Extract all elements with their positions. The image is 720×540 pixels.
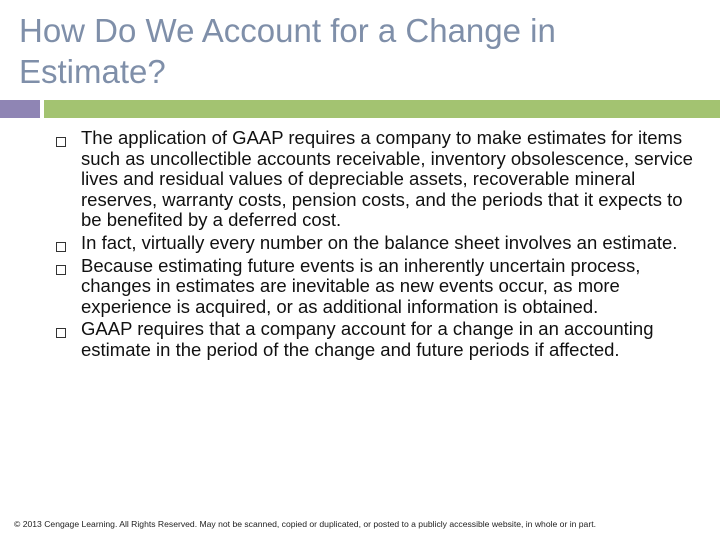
accent-bar-right [44, 100, 720, 118]
list-item [54, 319, 694, 360]
list-item [54, 233, 694, 254]
square-bullet-icon [56, 137, 66, 147]
slide-title: How Do We Account for a Change in Estimate? [19, 12, 556, 90]
list-item [54, 128, 694, 231]
bullet-list [54, 128, 694, 363]
bullet-text: GAAP requires that a company account for a change in an accounting estimate in the period of the change and future periods if affected. [81, 318, 654, 360]
square-bullet-icon [56, 265, 66, 275]
bullet-text: In fact, virtually every number on the balance sheet involves an estimate. [81, 231, 678, 253]
square-bullet-icon [56, 242, 66, 252]
square-bullet-icon [56, 328, 66, 338]
accent-bar-left [0, 100, 40, 118]
bullet-text: Because estimating future events is an inherently uncertain process, changes in estimates are inevitable as new events occur, as more experience is acquired, or as additional information is obtained. [81, 254, 641, 317]
copyright-footer: © 2013 Cengage Learning. All Rights Reserved. May not be scanned, copied or duplicated, or posted to a publicly accessible website, in whole or in part. [14, 519, 596, 529]
list-item [54, 256, 694, 318]
bullet-text: The application of GAAP requires a company to make estimates for items such as uncollectible accounts receivable, inventory obsolescence, service lives and residual values of depreciable assets, recoverable mineral reserves, warranty costs, pension costs, and the periods that it expects to be benefited by a deferred cost. [81, 127, 693, 231]
